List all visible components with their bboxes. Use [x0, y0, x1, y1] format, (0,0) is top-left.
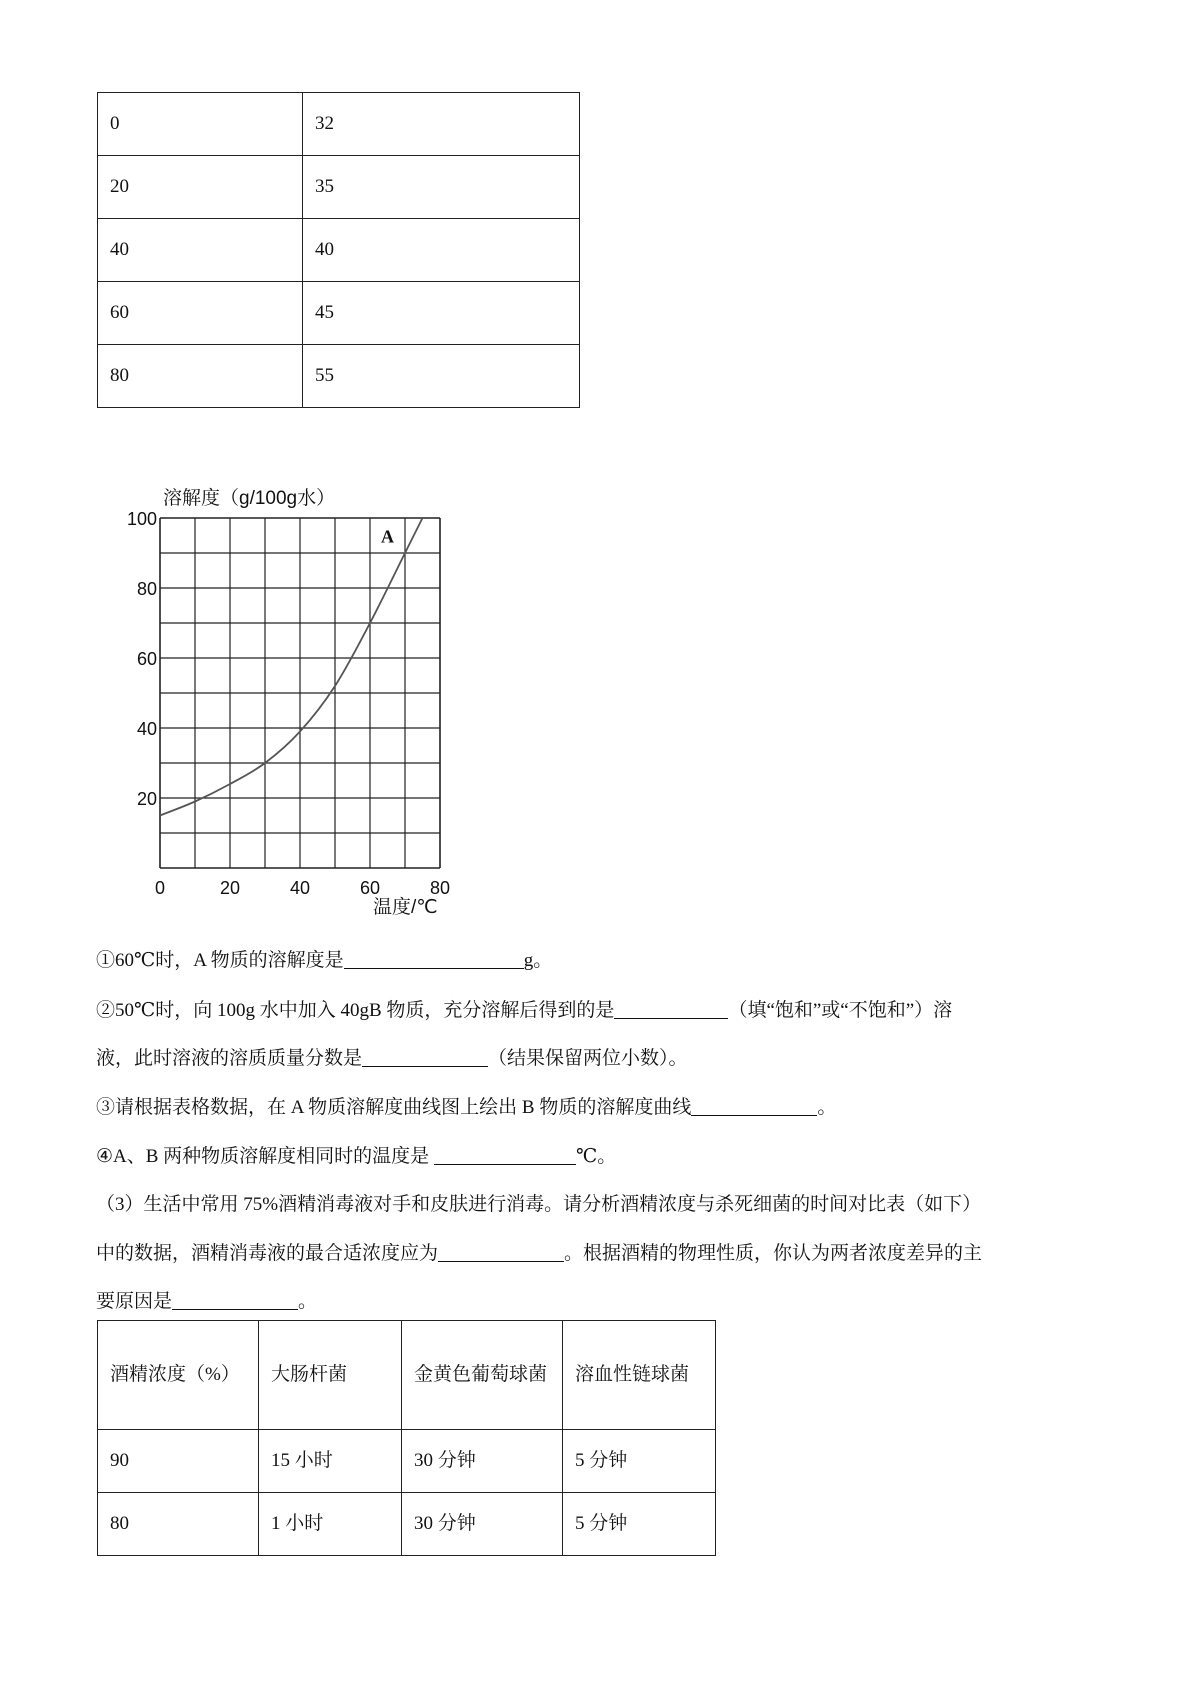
question-text: g。: [523, 950, 553, 971]
x-tick-label: 40: [289, 878, 311, 898]
paragraph-3-line-1: [96, 1192, 981, 1218]
table-header-cell: 溶血性链球菌: [563, 1321, 716, 1430]
chart-grid: [160, 518, 440, 868]
answer-blank[interactable]: [614, 998, 728, 1019]
table-header-cell: 金黄色葡萄球菌: [402, 1321, 563, 1430]
table-cell: 5 分钟: [563, 1430, 716, 1493]
table-cell: 30 分钟: [402, 1493, 563, 1556]
y-tick-label: 80: [136, 579, 157, 599]
table-cell: 0: [98, 93, 303, 156]
question-2-continued: [96, 1046, 688, 1072]
question-text: ①60℃时，A 物质的溶解度是: [96, 950, 344, 971]
y-axis-label: 溶解度（g/100g水）: [163, 488, 336, 509]
table-cell: 35: [303, 156, 580, 219]
paragraph-text: 。根据酒精的物理性质，你认为两者浓度差异的主: [564, 1243, 983, 1264]
question-text: ③请根据表格数据，在 A 物质溶解度曲线图上绘出 B 物质的溶解度曲线: [96, 1097, 692, 1118]
table-cell: 30 分钟: [402, 1430, 563, 1493]
table-cell: 40: [303, 219, 580, 282]
x-tick-label: 20: [219, 878, 241, 898]
tick-labels: [127, 509, 450, 898]
question-text: ④A、B 两种物质溶解度相同时的温度是: [96, 1146, 434, 1167]
x-axis-label: 温度/℃: [373, 897, 438, 918]
paragraph-text: 中的数据，酒精消毒液的最合适浓度应为: [96, 1243, 439, 1264]
table-header-row: [98, 1321, 716, 1430]
y-tick-label: 40: [136, 719, 157, 739]
paragraph-text: 。: [298, 1291, 318, 1312]
table-row: [98, 219, 580, 282]
answer-blank[interactable]: [344, 948, 524, 969]
question-text: ℃。: [575, 1146, 617, 1167]
question-2: [96, 998, 952, 1024]
table-cell: 80: [98, 1493, 259, 1556]
table-cell: 5 分钟: [563, 1493, 716, 1556]
table-cell: 1 小时: [259, 1493, 402, 1556]
paragraph-text: （3）生活中常用 75%酒精消毒液对手和皮肤进行消毒。请分析酒精浓度与杀死细菌的时间对比表（如下）: [96, 1194, 982, 1215]
y-tick-label: 60: [136, 649, 157, 669]
question-text: 。: [817, 1097, 837, 1118]
table-cell: 55: [303, 345, 580, 408]
solubility-chart: [115, 480, 475, 930]
table-row: [98, 1493, 716, 1556]
answer-blank[interactable]: [362, 1046, 488, 1067]
table-row: [98, 345, 580, 408]
y-tick-label: 100: [126, 509, 157, 529]
y-tick-label: 20: [136, 789, 157, 809]
x-tick-label: 0: [154, 878, 166, 898]
paragraph-3-line-2: [96, 1241, 982, 1267]
table-row: [98, 1430, 716, 1493]
question-text: （结果保留两位小数）。: [488, 1048, 688, 1069]
table-header-cell: 大肠杆菌: [259, 1321, 402, 1430]
paragraph-3-line-3: [96, 1289, 317, 1315]
question-1: [96, 948, 552, 974]
series-line-a: [160, 518, 423, 816]
answer-blank[interactable]: [438, 1241, 564, 1262]
table-cell: 90: [98, 1430, 259, 1493]
alcohol-concentration-table: [97, 1320, 716, 1556]
table-row: [98, 93, 580, 156]
answer-blank[interactable]: [172, 1289, 298, 1310]
x-tick-label: 80: [429, 878, 451, 898]
table-cell: 40: [98, 219, 303, 282]
table-row: [98, 282, 580, 345]
table-cell: 80: [98, 345, 303, 408]
series-label-a: A: [381, 526, 394, 547]
paragraph-text: 要原因是: [96, 1291, 173, 1312]
question-3: [96, 1095, 836, 1121]
question-4: [96, 1144, 616, 1170]
question-text: （填“饱和”或“不饱和”）溶: [728, 1000, 953, 1021]
table-cell: 20: [98, 156, 303, 219]
table-row: [98, 156, 580, 219]
solubility-table-b: [97, 92, 580, 408]
answer-blank[interactable]: [691, 1095, 817, 1116]
answer-blank[interactable]: [434, 1144, 576, 1165]
table-cell: 60: [98, 282, 303, 345]
table-header-cell: 酒精浓度（%）: [98, 1321, 259, 1430]
question-text: ②50℃时，向 100g 水中加入 40gB 物质，充分溶解后得到的是: [96, 1000, 615, 1021]
question-text: 液，此时溶液的溶质质量分数是: [96, 1048, 363, 1069]
table-cell: 45: [303, 282, 580, 345]
x-tick-label: 60: [359, 878, 381, 898]
table-cell: 32: [303, 93, 580, 156]
chart-series: [160, 518, 423, 816]
table-cell: 15 小时: [259, 1430, 402, 1493]
